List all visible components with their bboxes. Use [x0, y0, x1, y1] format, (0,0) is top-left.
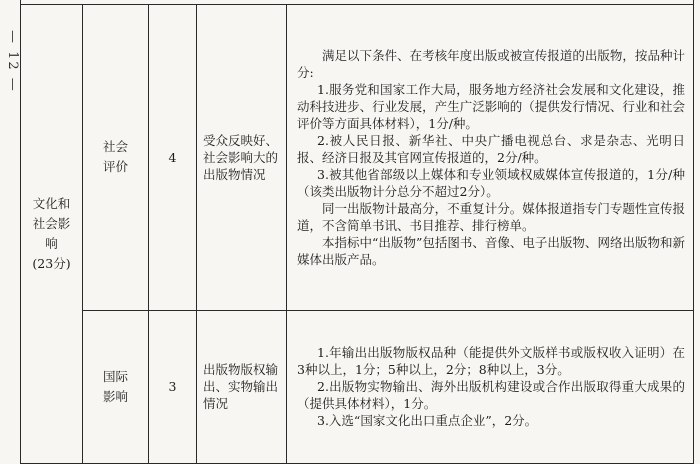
- description-cell: 出版物版权输出、实物输出情况: [197, 310, 287, 463]
- description-cell: 受众反映好、社会影响大的出版物情况: [197, 4, 287, 310]
- subcategory-cell: [83, 310, 149, 463]
- rule-text: 3.入选“国家文化出口重点企业”，2分。: [317, 413, 538, 429]
- page-number: — 12 —: [5, 30, 20, 93]
- rule-text: 2.被人民日报、新华社、中央广播电视总台、求是杂志、光明日报、经济日报及其官网宣传报道的，2分/种。: [297, 132, 685, 165]
- category-score: (23分): [32, 255, 71, 271]
- category-line: 文化和: [32, 195, 71, 211]
- category-line: 响: [45, 235, 58, 251]
- rule-text: 3.被其他省部级以上媒体和专业领域权威媒体宣传报道的，1分/种（该类出版物计分总分不超过2分）。: [297, 166, 685, 199]
- subcategory-line: 社会: [102, 139, 128, 155]
- rules-cell: [287, 4, 694, 310]
- subcategory-line: 影响: [102, 388, 128, 404]
- category-line: 社会影: [32, 215, 71, 231]
- rule-text: 本指标中“出版物”包括图书、音像、电子出版物、网络出版物和新媒体出版产品。: [297, 234, 685, 267]
- evaluation-table: [20, 0, 694, 464]
- rule-text: 1.服务党和国家工作大局，服务地方经济社会发展和文化建设，推动科技进步、行业发展，产生广泛影响的（提供发行情况、行业和社会评价等方面具体材料），1分/种。: [297, 81, 685, 131]
- rules-cell: [287, 310, 694, 463]
- rule-text: 2.出版物实物输出、海外出版机构建设或合作出版取得重大成果的（提供具体材料），1分。: [297, 379, 685, 412]
- table-row: [21, 4, 694, 310]
- rule-text: 1.年输出出版物版权品种（能提供外文版样书或版权收入证明）在3种以上，1分；5种以上，2分；8种以上，3分。: [297, 345, 685, 378]
- category-cell: [21, 4, 83, 463]
- rule-text: 满足以下条件、在考核年度出版或被宣传报道的出版物，按品种计分:: [297, 47, 685, 80]
- table-row: [21, 310, 694, 463]
- score-cell: 3: [149, 310, 197, 463]
- subcategory-line: 评价: [102, 159, 128, 175]
- score-cell: 4: [149, 4, 197, 310]
- subcategory-line: 国际: [102, 368, 128, 384]
- subcategory-cell: [83, 4, 149, 310]
- rule-text: 同一出版物计最高分，不重复计分。媒体报道指专门专题性宣传报道，不含简单书讯、书目推荐、排行榜单。: [297, 200, 685, 233]
